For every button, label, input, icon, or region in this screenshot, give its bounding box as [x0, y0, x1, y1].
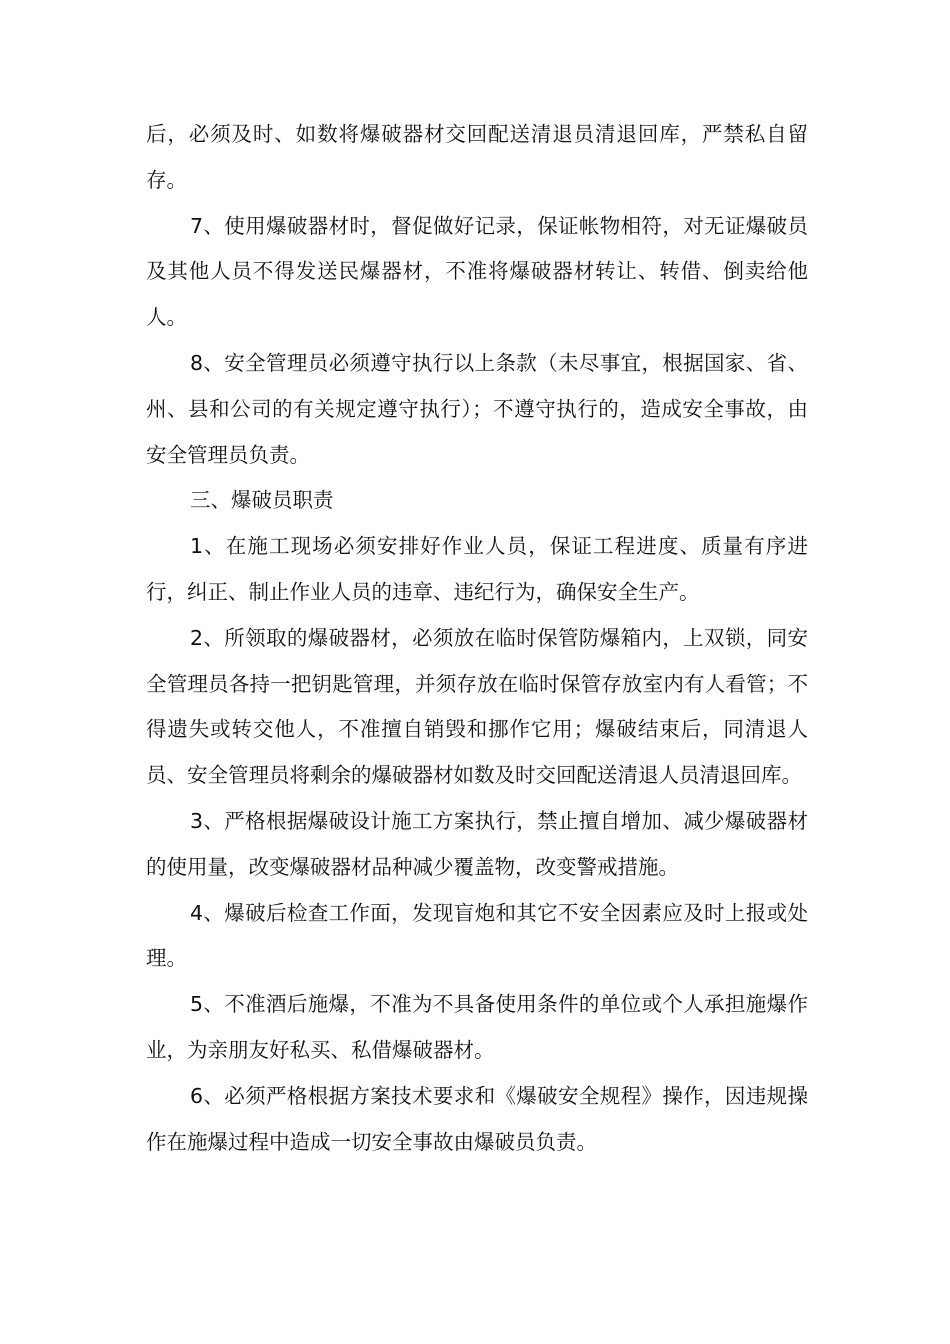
- paragraph-item-4: 4、爆破后检查工作面，发现盲炮和其它不安全因素应及时上报或处理。: [146, 900, 808, 971]
- document-body: [146, 112, 808, 1165]
- paragraph-item-5: 5、不准酒后施爆，不准为不具备使用条件的单位或个人承担施爆作业，为亲朋友好私买、私借爆破器材。: [146, 992, 808, 1062]
- paragraph-item-6: 6、必须严格根据方案技术要求和《爆破安全规程》操作，因违规操作在施爆过程中造成一切安全事故由爆破员负责。: [146, 1083, 808, 1154]
- paragraph-item-3: 3、严格根据爆破设计施工方案执行，禁止擅自增加、减少爆破器材的使用量，改变爆破器材品种减少覆盖物，改变警戒措施。: [146, 808, 808, 879]
- paragraph-continuation: 后，必须及时、如数将爆破器材交回配送清退员清退回库，严禁私自留存。: [146, 122, 808, 192]
- paragraph-item-8: 8、安全管理员必须遵守执行以上条款（未尽事宜，根据国家、省、州、县和公司的有关规定遵守执行）；不遵守执行的，造成安全事故，由安全管理员负责。: [146, 350, 808, 467]
- paragraph-item-1: 1、在施工现场必须安排好作业人员，保证工程进度、质量有序进行，纠正、制止作业人员的违章、违纪行为，确保安全生产。: [146, 534, 808, 604]
- paragraph-item-2: 2、所领取的爆破器材，必须放在临时保管防爆箱内，上双锁，同安全管理员各持一把钥匙管理，并须存放在临时保管存放室内有人看管；不得遗失或转交他人，不准擅自销毁和挪作它用；爆破结束后，同清退人员、安全管理员将剩余的爆破器材如数及时交回配送清退人员清退回库。: [146, 625, 808, 788]
- paragraph-item-7: 7、使用爆破器材时，督促做好记录，保证帐物相符，对无证爆破员及其他人员不得发送民爆器材，不准将爆破器材转让、转借、倒卖给他人。: [146, 213, 808, 330]
- section-heading-blaster-duties: 三、爆破员职责: [190, 488, 334, 513]
